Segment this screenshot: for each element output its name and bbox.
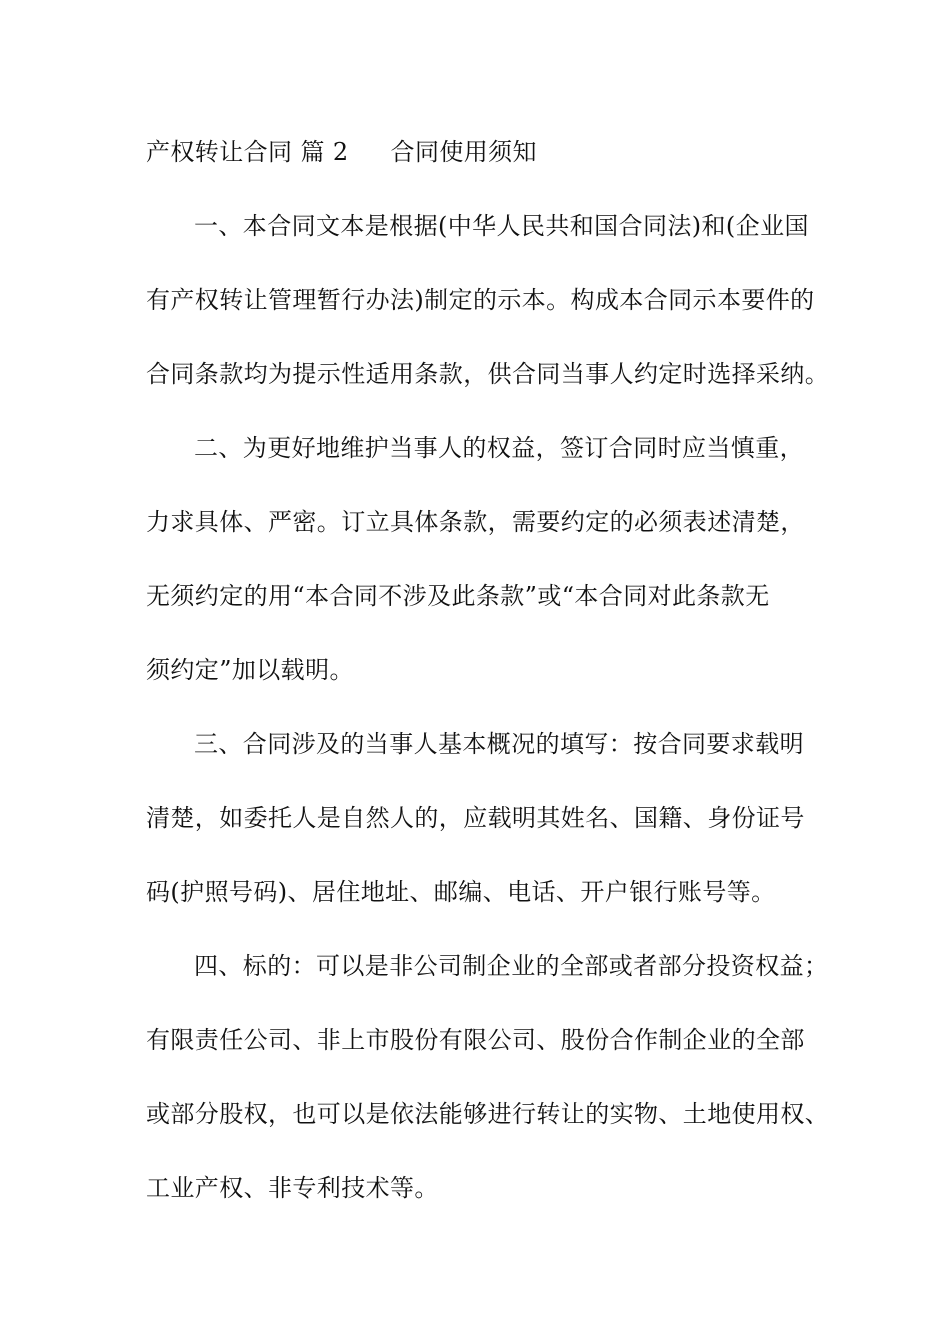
section-label: 篇 2 <box>300 138 349 166</box>
paragraph-4-line-1: 四、标的：可以是非公司制企业的全部或者部分投资权益； <box>194 952 829 980</box>
notice-title: 合同使用须知 <box>390 138 537 166</box>
paragraph-1-line-2: 有产权转让管理暂行办法)制定的示本。构成本合同示本要件的 <box>146 286 815 314</box>
paragraph-1-line-1: 一、本合同文本是根据(中华人民共和国合同法)和(企业国 <box>194 212 809 240</box>
paragraph-2-line-3: 无须约定的用“本合同不涉及此条款”或“本合同对此条款无 <box>146 582 770 610</box>
paragraph-2-line-2: 力求具体、严密。订立具体条款，需要约定的必须表述清楚， <box>146 508 805 536</box>
paragraph-3-line-2: 清楚，如委托人是自然人的，应载明其姓名、国籍、身份证号 <box>146 804 805 832</box>
paragraph-3-line-3: 码(护照号码)、居住地址、邮编、电话、开户银行账号等。 <box>146 878 776 906</box>
paragraph-3-line-1: 三、合同涉及的当事人基本概况的填写：按合同要求载明 <box>194 730 804 758</box>
document-heading <box>146 136 537 168</box>
paragraph-4-line-2: 有限责任公司、非上市股份有限公司、股份合作制企业的全部 <box>146 1026 805 1054</box>
contract-title: 产权转让合同 <box>146 138 293 166</box>
paragraph-4-line-4: 工业产权、非专利技术等。 <box>146 1174 439 1202</box>
paragraph-2-line-1: 二、为更好地维护当事人的权益，签订合同时应当慎重， <box>194 434 804 462</box>
paragraph-1-line-3: 合同条款均为提示性适用条款，供合同当事人约定时选择采纳。 <box>146 360 830 388</box>
paragraph-2-line-4: 须约定”加以载明。 <box>146 656 354 684</box>
paragraph-4-line-3: 或部分股权，也可以是依法能够进行转让的实物、土地使用权、 <box>146 1100 830 1128</box>
